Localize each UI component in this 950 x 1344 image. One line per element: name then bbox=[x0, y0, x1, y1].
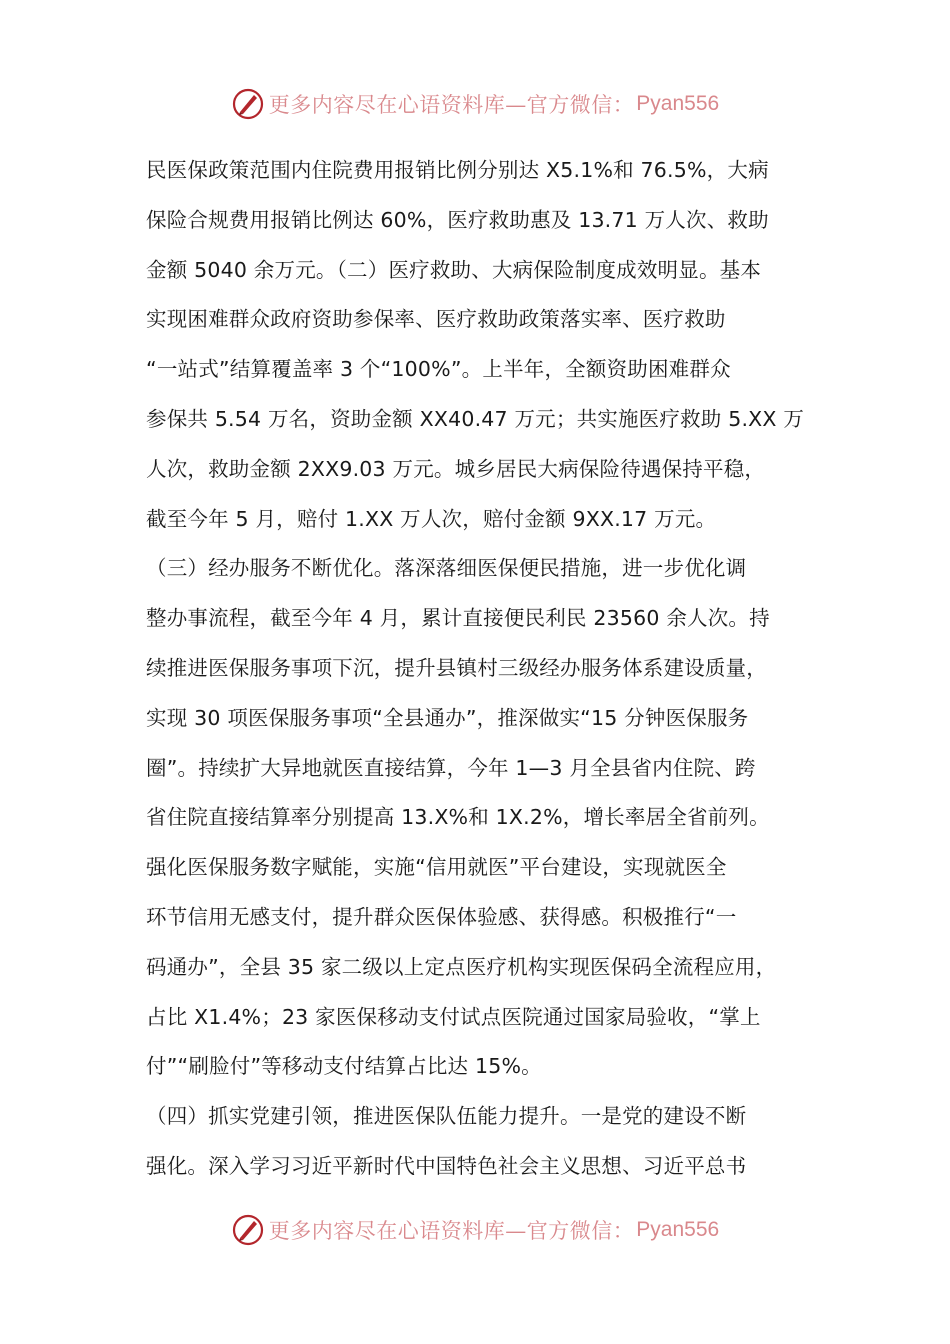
text-line: 占比 X1.4%；23 家医保移动支付试点医院通过国家局验收，“掌上 bbox=[146, 1004, 761, 1029]
text-line: 省住院直接结算率分别提高 13.X%和 1X.2%，增长率居全省前列。 bbox=[146, 805, 770, 830]
watermark-banner-bottom bbox=[0, 1210, 950, 1250]
watermark-text: 更多内容尽在心语资料库—官方微信： bbox=[268, 93, 635, 117]
text-line: 环节信用无感支付，提升群众医保体验感、获得感。积极推行“一 bbox=[146, 904, 737, 929]
text-line: 保险合规费用报销比例达 60%，医疗救助惠及 13.71 万人次、救助 bbox=[146, 207, 769, 232]
text-line: “一站式”结算覆盖率 3 个“100%”。上半年，全额资助困难群众 bbox=[146, 357, 731, 382]
document-body bbox=[146, 146, 826, 1192]
text-line: 付”“刷脸付”等移动支付结算占比达 15%。 bbox=[146, 1054, 542, 1079]
text-line: 码通办”，全县 35 家二级以上定点医疗机构实现医保码全流程应用， bbox=[146, 954, 777, 979]
text-line: 整办事流程，截至今年 4 月，累计直接便民利民 23560 余人次。持 bbox=[146, 606, 770, 631]
text-line: 实现困难群众政府资助参保率、医疗救助政策落实率、医疗救助 bbox=[146, 307, 726, 332]
text-line: 圈”。持续扩大异地就医直接结算，今年 1—3 月全县省内住院、跨 bbox=[146, 755, 756, 780]
text-line: 续推进医保服务事项下沉，提升县镇村三级经办服务体系建设质量， bbox=[146, 655, 767, 680]
text-line: 强化。深入学习习近平新时代中国特色社会主义思想、习近平总书 bbox=[146, 1153, 747, 1178]
watermark-wechat-id: Pyan556 bbox=[636, 1218, 720, 1241]
pen-circle-logo-icon bbox=[231, 1213, 265, 1247]
text-line: 民医保政策范围内住院费用报销比例分别达 X5.1%和 76.5%，大病 bbox=[146, 158, 769, 182]
pen-circle-logo-icon bbox=[231, 87, 265, 121]
text-line: 人次，救助金额 2XX9.03 万元。城乡居民大病保险待遇保持平稳， bbox=[146, 456, 766, 481]
text-line: 实现 30 项医保服务事项“全县通办”，推深做实“15 分钟医保服务 bbox=[146, 705, 749, 730]
watermark-text: 更多内容尽在心语资料库—官方微信： bbox=[268, 1219, 635, 1243]
text-line: （三）经办服务不断优化。落深落细医保便民措施，进一步优化调 bbox=[146, 556, 747, 581]
watermark-banner-top bbox=[0, 84, 950, 124]
text-line: 截至今年 5 月，赔付 1.XX 万人次，赔付金额 9XX.17 万元。 bbox=[146, 506, 717, 531]
text-line: 强化医保服务数字赋能，实施“信用就医”平台建设，实现就医全 bbox=[146, 855, 727, 880]
text-line: （四）抓实党建引领，推进医保队伍能力提升。一是党的建设不断 bbox=[146, 1104, 747, 1129]
watermark-wechat-id: Pyan556 bbox=[636, 92, 720, 115]
text-line: 参保共 5.54 万名，资助金额 XX40.47 万元；共实施医疗救助 5.XX 万 bbox=[146, 406, 805, 431]
text-line: 金额 5040 余万元。（二）医疗救助、大病保险制度成效明显。基本 bbox=[146, 257, 762, 282]
